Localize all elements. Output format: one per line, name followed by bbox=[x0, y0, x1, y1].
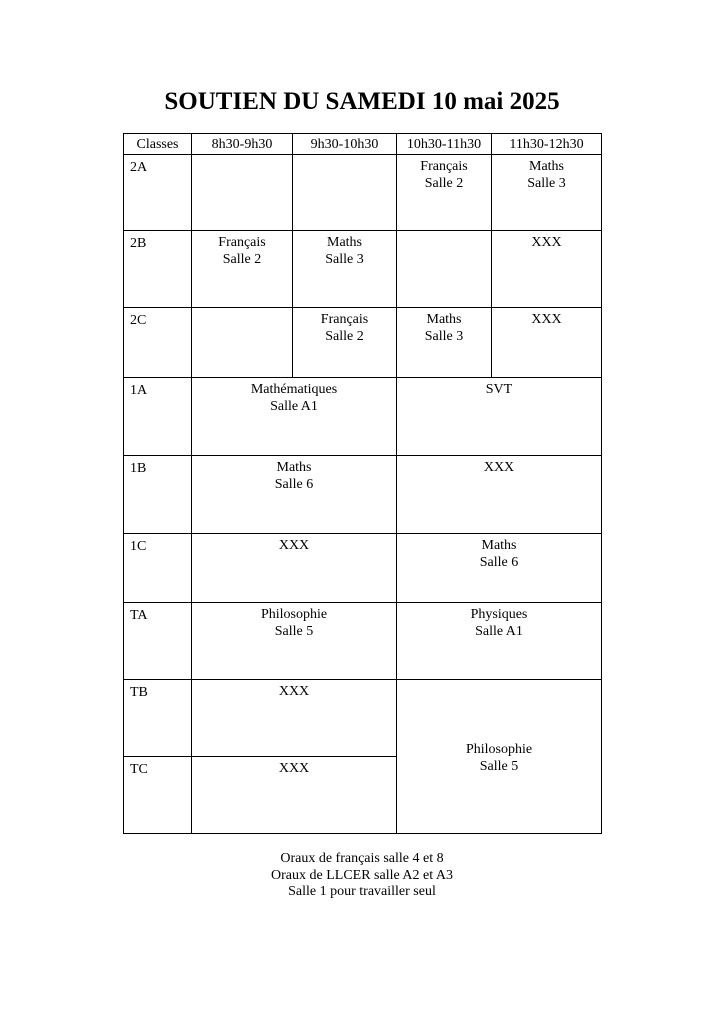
room: Salle 5 bbox=[274, 624, 314, 639]
subject: Philosophie bbox=[465, 742, 533, 757]
empty-cell bbox=[192, 308, 293, 378]
session-cell-late bbox=[397, 456, 602, 534]
class-label: 2C bbox=[124, 308, 192, 378]
header-row bbox=[124, 134, 602, 155]
class-label: TC bbox=[124, 757, 192, 834]
subject: SVT bbox=[485, 382, 513, 397]
table-row bbox=[124, 378, 602, 456]
header-slot-2: 9h30-10h30 bbox=[293, 134, 397, 155]
header-classes: Classes bbox=[124, 134, 192, 155]
session-cell-late bbox=[397, 603, 602, 680]
subject: Français bbox=[420, 159, 468, 174]
session-cell-morning bbox=[192, 534, 397, 603]
table-row bbox=[124, 456, 602, 534]
class-label: 1B bbox=[124, 456, 192, 534]
header-slot-4: 11h30-12h30 bbox=[492, 134, 602, 155]
footer-line: Salle 1 pour travailler seul bbox=[288, 884, 436, 899]
session-cell-morning bbox=[192, 603, 397, 680]
subject: XXX bbox=[531, 235, 562, 250]
table-row bbox=[124, 308, 602, 378]
empty-cell bbox=[192, 155, 293, 231]
session-cell bbox=[492, 155, 602, 231]
subject: Maths bbox=[481, 538, 517, 553]
session-cell bbox=[492, 308, 602, 378]
footer-line: Oraux de LLCER salle A2 et A3 bbox=[271, 867, 453, 883]
table-row bbox=[124, 155, 602, 231]
session-cell-morning bbox=[192, 757, 397, 834]
header-slot-1: 8h30-9h30 bbox=[192, 134, 293, 155]
table-row bbox=[124, 603, 602, 680]
subject: XXX bbox=[278, 684, 310, 699]
session-cell-late bbox=[397, 378, 602, 456]
session-cell-morning bbox=[192, 680, 397, 757]
room: Salle 5 bbox=[479, 759, 519, 774]
room: Salle A1 bbox=[270, 399, 318, 414]
session-cell bbox=[397, 155, 492, 231]
room: Salle A1 bbox=[475, 624, 523, 639]
session-cell-morning bbox=[192, 378, 397, 456]
room: Salle 6 bbox=[274, 477, 314, 492]
subject: Maths bbox=[529, 159, 564, 174]
footer-notes bbox=[0, 851, 724, 901]
table-row bbox=[124, 231, 602, 308]
subject: XXX bbox=[278, 761, 310, 776]
session-cell-late bbox=[397, 534, 602, 603]
table-row bbox=[124, 680, 602, 757]
subject: Mathématiques bbox=[250, 382, 338, 397]
class-label: 1C bbox=[124, 534, 192, 603]
room: Salle 2 bbox=[424, 176, 464, 191]
empty-cell bbox=[397, 231, 492, 308]
subject: XXX bbox=[531, 312, 562, 327]
session-cell-late-merged bbox=[397, 680, 602, 834]
class-label: TA bbox=[124, 603, 192, 680]
footer-line: Oraux de français salle 4 et 8 bbox=[280, 851, 444, 866]
session-cell bbox=[492, 231, 602, 308]
class-label: 1A bbox=[124, 378, 192, 456]
session-cell bbox=[397, 308, 492, 378]
subject: Français bbox=[320, 312, 369, 327]
room: Salle 2 bbox=[222, 252, 262, 267]
schedule-table bbox=[123, 133, 602, 834]
page-title: SOUTIEN DU SAMEDI 10 mai 2025 bbox=[164, 88, 560, 115]
subject: Physiques bbox=[470, 607, 528, 622]
room: Salle 3 bbox=[325, 252, 364, 267]
class-label: 2A bbox=[124, 155, 192, 231]
subject: Maths bbox=[426, 312, 462, 327]
room: Salle 3 bbox=[527, 176, 566, 191]
class-label: 2B bbox=[124, 231, 192, 308]
subject: Français bbox=[218, 235, 266, 250]
subject: Maths bbox=[327, 235, 362, 250]
room: Salle 2 bbox=[325, 329, 364, 344]
room: Salle 3 bbox=[424, 329, 464, 344]
session-cell-morning bbox=[192, 456, 397, 534]
session-cell bbox=[192, 231, 293, 308]
empty-cell bbox=[293, 155, 397, 231]
header-slot-3: 10h30-11h30 bbox=[397, 134, 492, 155]
class-label: TB bbox=[124, 680, 192, 757]
table-row bbox=[124, 534, 602, 603]
room: Salle 6 bbox=[479, 555, 519, 570]
session-cell bbox=[293, 231, 397, 308]
subject: XXX bbox=[278, 538, 310, 553]
subject: XXX bbox=[483, 460, 515, 475]
subject: Philosophie bbox=[260, 607, 328, 622]
subject: Maths bbox=[276, 460, 312, 475]
session-cell bbox=[293, 308, 397, 378]
